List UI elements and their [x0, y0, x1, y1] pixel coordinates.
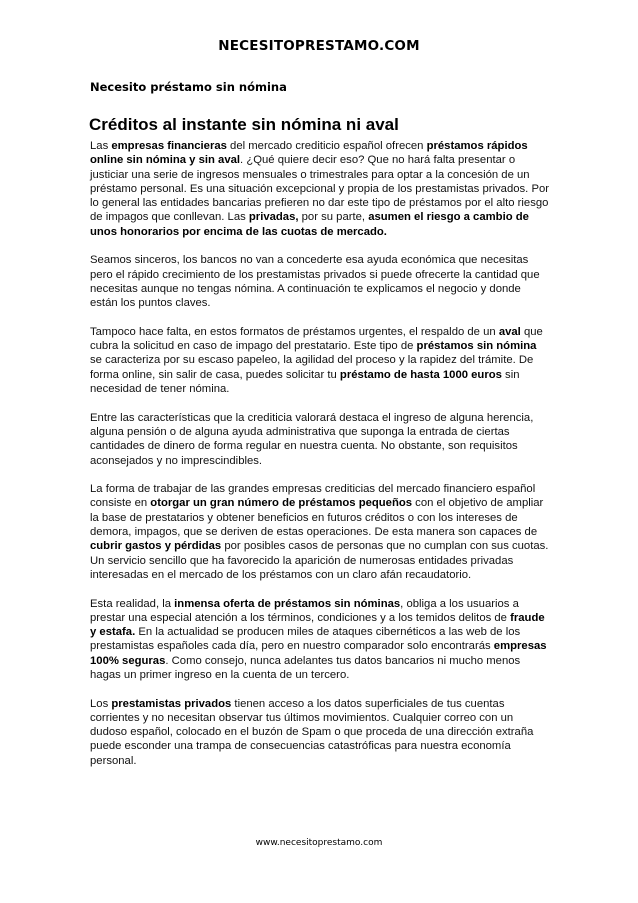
paragraph-3 — [90, 325, 550, 396]
bold-text: cubrir gastos y pérdidas — [90, 540, 222, 553]
paragraph-text: . ¿Qué quiere decir eso? Que no hará falta presentar o justiciar una serie de ingresos mensuales o trimestrales para optar a la concesión de un préstamo personal. Es una situación excepcional y propia de los prestamistas privados. Por lo general las entidades bancarias prefieren no dar este tipo de préstamos por el alto riesgo de impagos que conllevan. Las — [90, 154, 550, 224]
paragraph-text: sin necesidad de tener nómina. — [90, 368, 520, 396]
paragraph-text: En la actualidad se producen miles de ataques cibernéticos a las web de los prestamistas españoles cada día, pero en nuestro comparador solo encontrarás — [90, 626, 521, 653]
bold-text: préstamos sin nómina — [416, 340, 537, 353]
paragraph-text: La forma de trabajar de las grandes empresas crediticias del mercado financiero español consiste en — [90, 483, 536, 510]
paragraph-2 — [90, 253, 550, 310]
bold-text: privadas, — [248, 211, 299, 224]
bold-text: prestamistas privados — [111, 697, 232, 710]
page-title: Créditos al instante sin nómina ni aval — [89, 115, 399, 134]
paragraph-text: Tampoco hace falta, en estos formatos de préstamos urgentes, el respaldo de un — [90, 325, 499, 338]
paragraph-6 — [90, 597, 550, 683]
bold-text: empresas financieras — [111, 140, 227, 152]
paragraph-1 — [90, 139, 550, 239]
paragraph-text: Esta realidad, la — [90, 597, 175, 610]
site-footer-url: www.necesitoprestamo.com — [255, 838, 383, 848]
paragraph-text: , obliga a los usuarios a prestar una especial atención a los términos, condiciones y a los temidos delitos de — [90, 597, 519, 624]
bold-text: préstamo de hasta 1000 euros — [339, 368, 502, 381]
paragraph-text: Las — [90, 140, 112, 152]
bold-text: inmensa oferta de préstamos sin nóminas — [174, 597, 401, 610]
page-subtitle: Necesito préstamo sin nómina — [90, 80, 287, 94]
paragraph-text: tienen acceso a los datos superficiales de tus cuentas corrientes y no necesitan observar tus últimos movimientos. Cualquier correo con un dudoso español, colocado en el buzón de Spam o que proceda de una dirección extraña puede esconder una trampa de consecuencias catastróficas para nuestra economía personal. — [90, 697, 534, 767]
bold-text: otorgar un gran número de préstamos pequeños — [150, 497, 413, 510]
bold-text: aval — [498, 325, 521, 338]
paragraph-4 — [90, 411, 550, 468]
paragraph-text: Entre las características que la crediticia valorará destaca el ingreso de alguna herencia, alguna pensión o de alguna ayuda administrativa que suponga la entrada de ciertas cantidades de dinero de forma regular en nuestra cuenta. No obstante, son requisitos aconsejados y no imprescindibles. — [90, 411, 534, 467]
bold-text: fraude y estafa. — [90, 611, 545, 639]
paragraph-5 — [90, 482, 550, 582]
article-body — [90, 139, 550, 782]
bold-text: empresas 100% seguras — [90, 640, 547, 667]
paragraph-text: . Como consejo, nunca adelantes tus datos bancarios ni mucho menos hagas un primer ingreso en la cuenta de un tercero. — [90, 654, 521, 681]
bold-text: préstamos rápidos online sin nómina y sin aval — [90, 140, 528, 167]
paragraph-text: que cubra la solicitud en caso de impago del prestatario. Este tipo de — [90, 325, 543, 353]
paragraph-text: se caracteriza por su escaso papeleo, la agilidad del proceso y la rapidez del trámite. De forma online, sin salir de casa, puedes solicitar tu — [90, 354, 534, 381]
paragraph-text: del mercado crediticio español ofrecen — [226, 140, 427, 152]
paragraph-text: Los — [90, 697, 112, 710]
paragraph-7 — [90, 697, 550, 768]
bold-text: asumen el riesgo a cambio de unos honorarios por encima de las cuotas de mercado. — [90, 211, 529, 238]
paragraph-text: con el objetivo de ampliar la base de prestatarios y obtener beneficios en futuros créditos o con los intereses de demora, impagos, que se deriven de estas operaciones. De esta manera son capaces de — [90, 497, 544, 539]
paragraph-text: por su parte, — [298, 211, 369, 224]
site-header: NECESITOPRESTAMO.COM — [218, 38, 420, 54]
paragraph-text: Seamos sinceros, los bancos no van a concederte esa ayuda económica que necesitas pero el rápido crecimiento de los prestamistas privados si puede ofrecerte la cantidad que necesitas aunque no tengas nómina. A continuación te explicamos el negocio y donde están los puntos claves. — [90, 254, 540, 310]
paragraph-text: por posibles casos de personas que no cumplan con sus cuotas. Un servicio sencillo que ha favorecido la aparición de numerosas entidades privadas interesadas en el mercado de los préstamos con un claro afán recaudatorio. — [90, 540, 549, 581]
